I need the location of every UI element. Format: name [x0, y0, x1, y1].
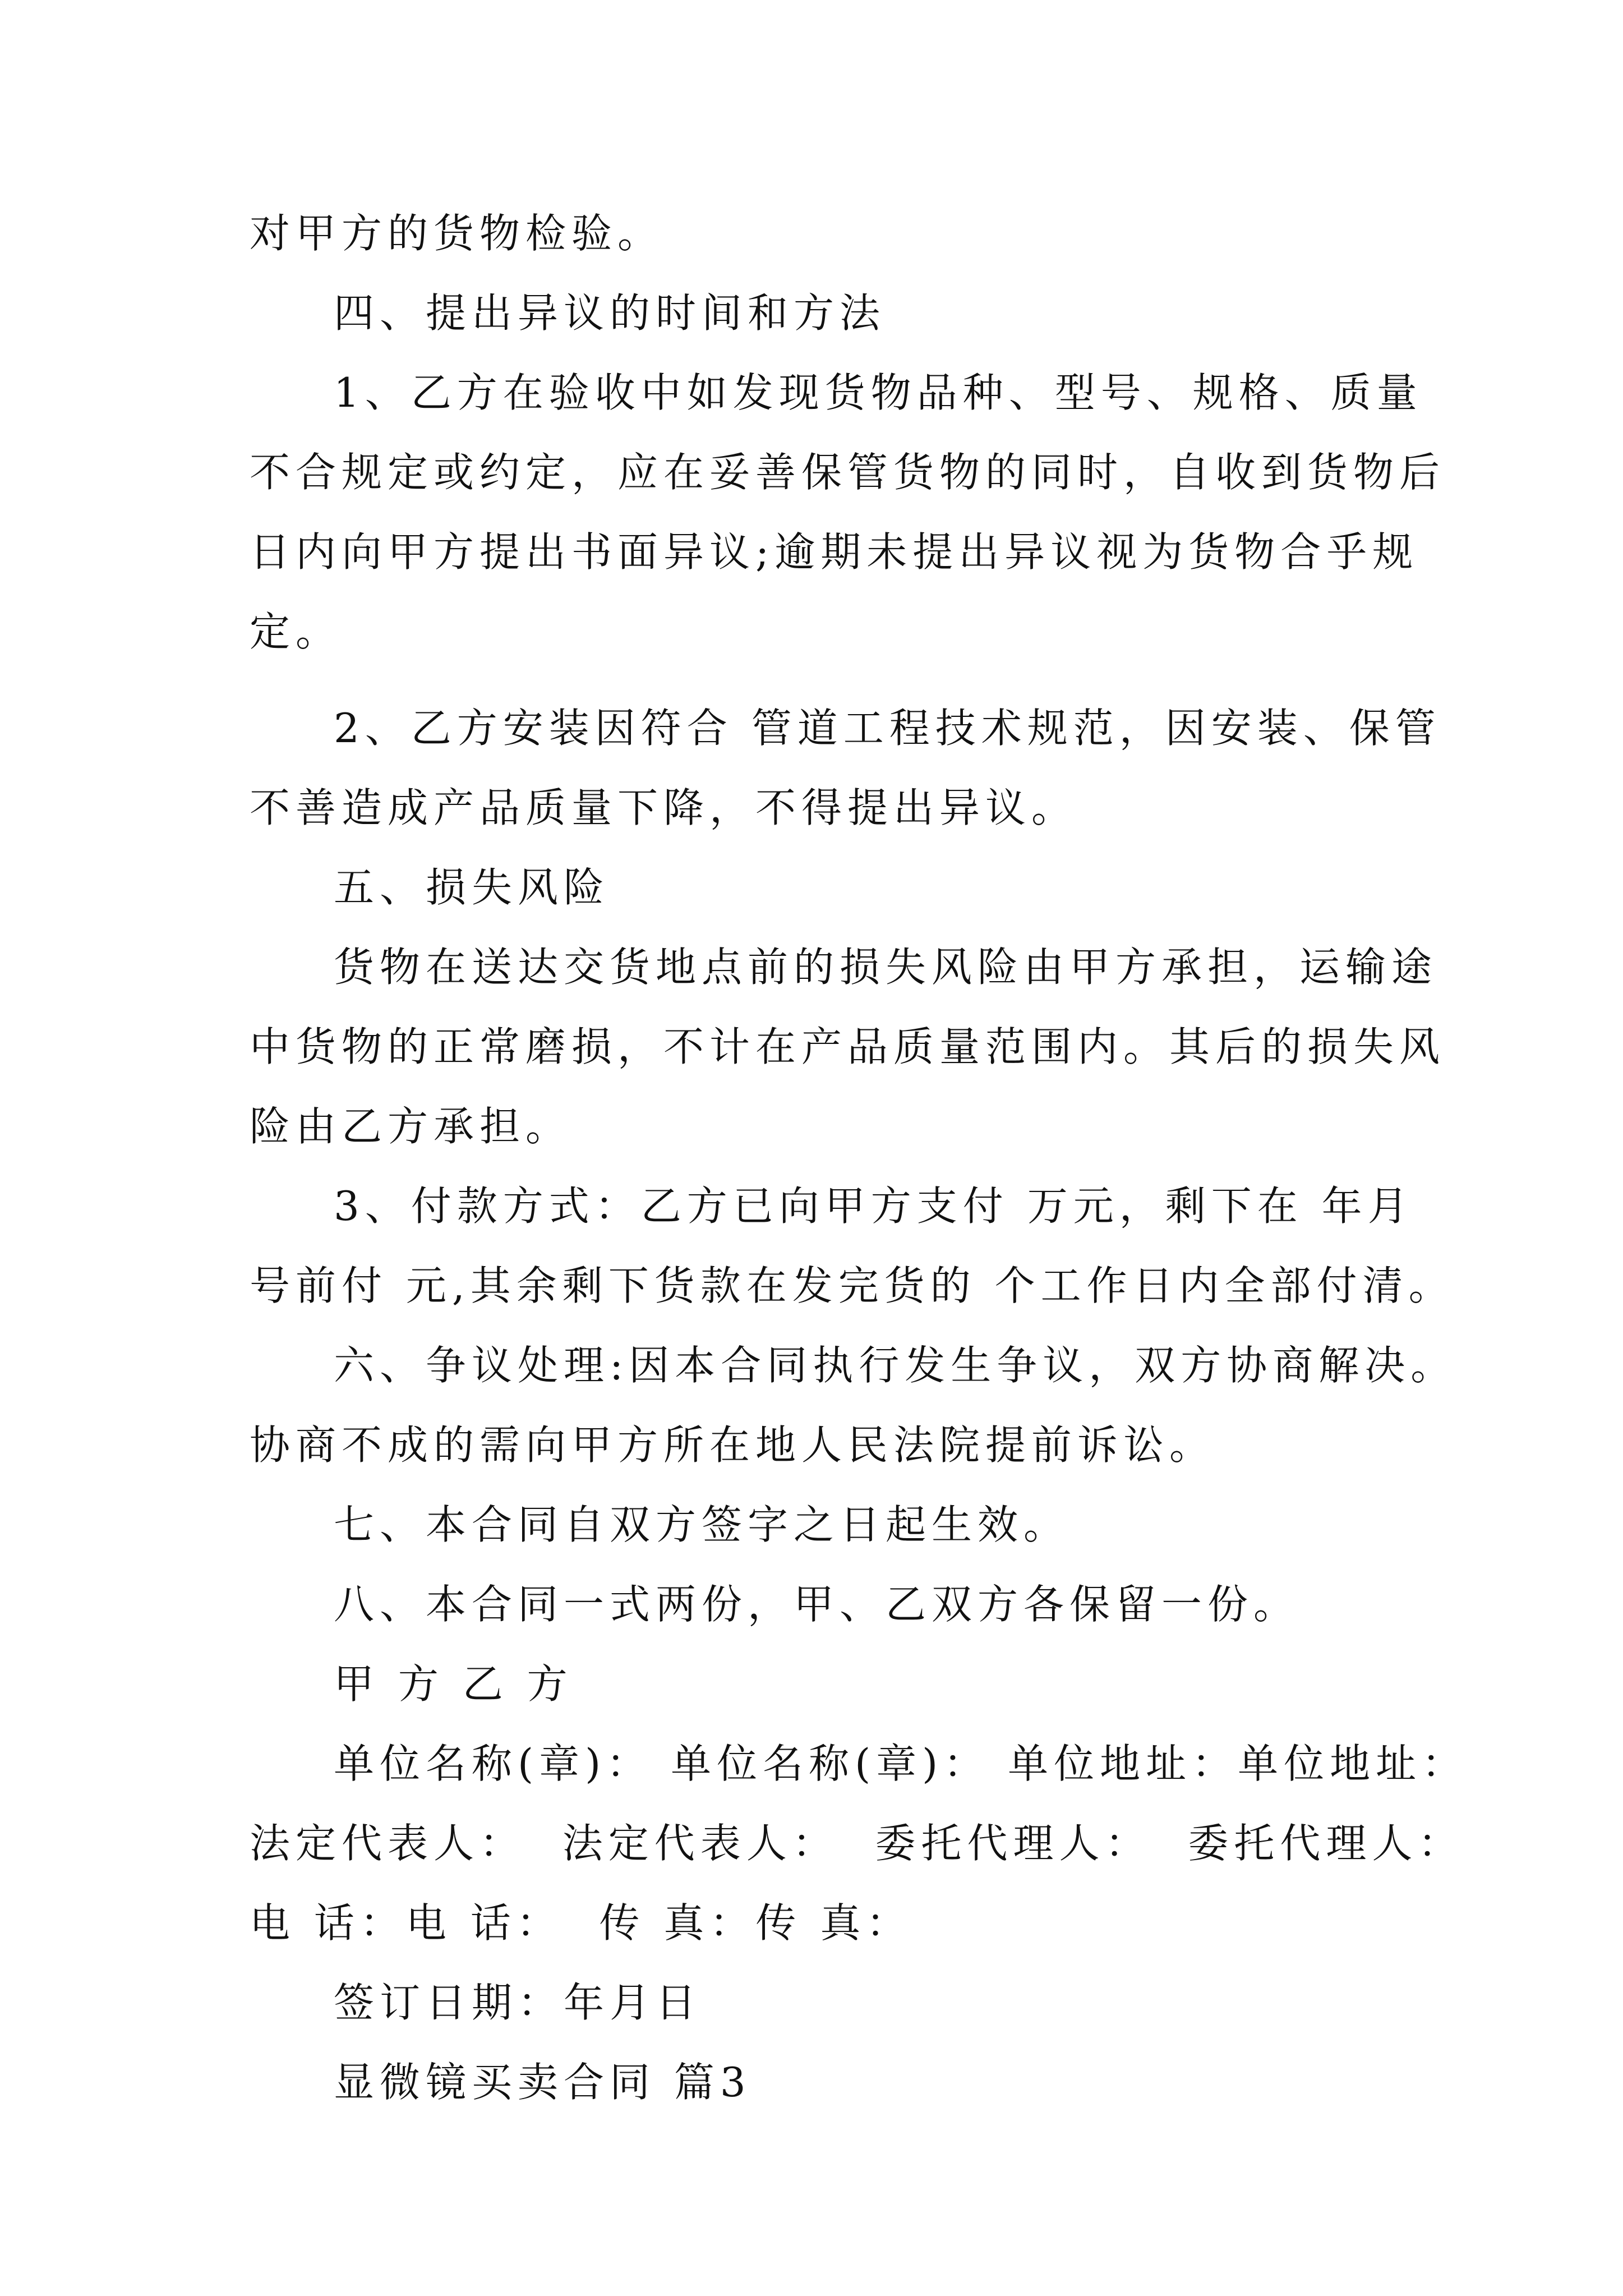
clause-line-payment: 3、付款方式：乙方已向甲方支付 万元，剩下在 年月 — [334, 1182, 1414, 1230]
paragraph-line: 对甲方的货物检验。 — [250, 210, 664, 257]
clause-line: 协商不成的需向甲方所在地人民法院提前诉讼。 — [250, 1421, 1216, 1469]
clause-line: 定。 — [250, 608, 342, 655]
clause-line: 不合规定或约定，应在妥善保管货物的同时，自收到货物后 — [250, 449, 1446, 496]
signing-date: 签订日期：年月日 — [334, 1979, 702, 2026]
section-heading-copies: 八、本合同一式两份，甲、乙双方各保留一份。 — [334, 1581, 1300, 1628]
signature-fields: 电 话：电 话： 传 真：传 真： — [250, 1899, 912, 1947]
section-heading-risk: 五、损失风险 — [334, 864, 610, 911]
parties-heading: 甲 方 乙 方 — [334, 1660, 573, 1708]
clause-line: 日内向甲方提出书面异议;逾期未提出异议视为货物合乎规 — [250, 528, 1419, 576]
section-heading-effective: 七、本合同自双方签字之日起生效。 — [334, 1501, 1070, 1548]
clause-line: 2、乙方安装因符合 管道工程技术规范，因安装、保管 — [334, 705, 1441, 752]
signature-fields: 法定代表人： 法定代表人： 委托代理人： 委托代理人： — [250, 1820, 1464, 1867]
clause-line: 1、乙方在验收中如发现货物品种、型号、规格、质量 — [334, 369, 1423, 416]
clause-line-payment: 号前付 元,其余剩下货款在发完货的 个工作日内全部付清。 — [250, 1262, 1455, 1309]
clause-line: 中货物的正常磨损，不计在产品质量范围内。其后的损失风 — [250, 1023, 1446, 1070]
signature-fields: 单位名称(章)： 单位名称(章)： 单位地址：单位地址： — [334, 1740, 1468, 1787]
next-section-title: 显微镜买卖合同 篇3 — [334, 2059, 751, 2106]
section-heading-objections: 四、提出异议的时间和方法 — [334, 289, 886, 337]
clause-line: 货物在送达交货地点前的损失风险由甲方承担，运输途 — [334, 944, 1438, 991]
section-heading-disputes: 六、争议处理:因本合同执行发生争议，双方协商解决。 — [334, 1342, 1457, 1389]
clause-line: 不善造成产品质量下降，不得提出异议。 — [250, 784, 1078, 831]
contract-body — [250, 194, 1468, 2122]
clause-line: 险由乙方承担。 — [250, 1103, 572, 1150]
